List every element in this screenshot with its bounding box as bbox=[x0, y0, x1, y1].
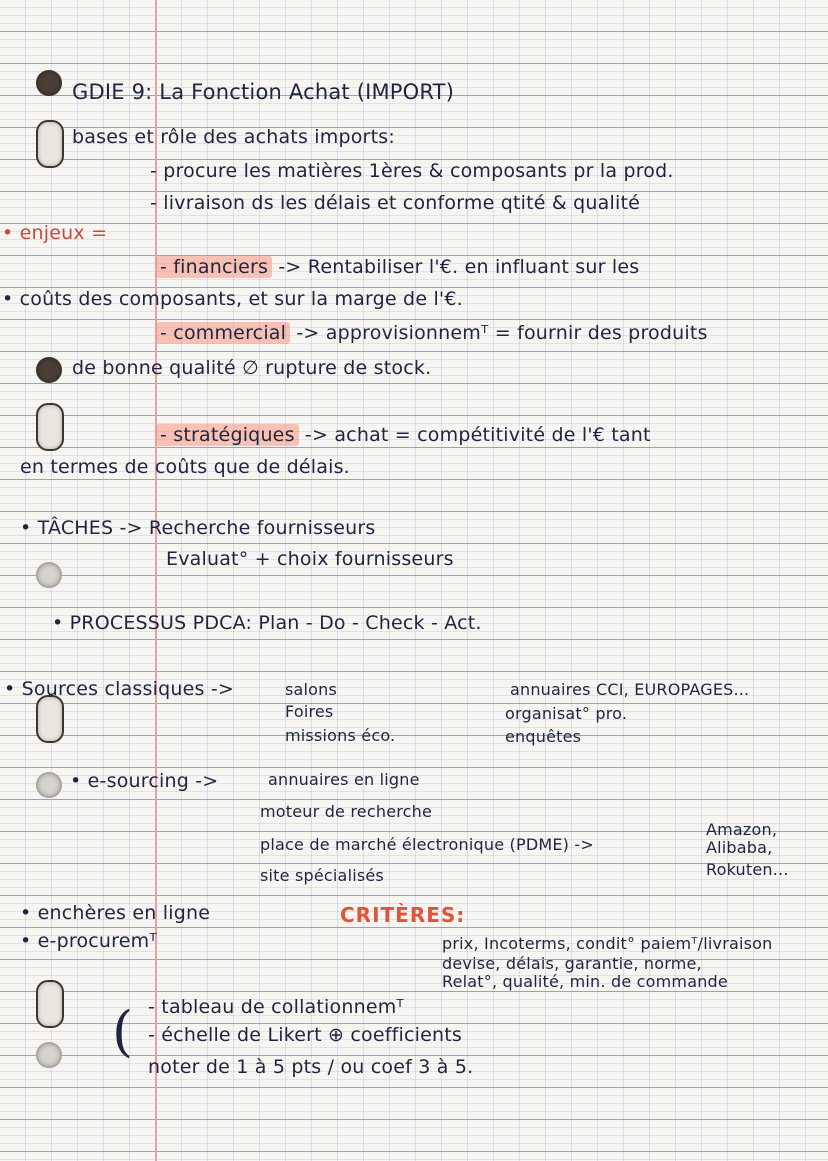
financiers-tag: - financiers bbox=[156, 256, 272, 278]
esourcing-example: Rokuten... bbox=[706, 860, 789, 879]
strategiques-text: -> achat = compétitivité de l'€ tant bbox=[304, 424, 651, 446]
left-brace: ( bbox=[112, 1000, 134, 1063]
binder-hole bbox=[36, 772, 62, 798]
enjeux-label: • enjeux = bbox=[2, 222, 108, 244]
sources-item: enquêtes bbox=[505, 727, 582, 746]
enjeux-financiers bbox=[156, 256, 639, 278]
esourcing-item: site spécialisés bbox=[260, 866, 384, 885]
esourcing-label: • e-sourcing -> bbox=[70, 770, 219, 792]
tableau-line: noter de 1 à 5 pts / ou coef 3 à 5. bbox=[148, 1056, 474, 1078]
binder-hole bbox=[36, 357, 62, 383]
strategiques-cont: en termes de coûts que de délais. bbox=[20, 456, 350, 478]
encheres-line: • enchères en ligne bbox=[20, 902, 211, 924]
sources-item: annuaires CCI, EUROPAGES... bbox=[510, 680, 750, 699]
financiers-cont: • coûts des composants, et sur la marge de l'€. bbox=[2, 288, 463, 310]
commercial-text: -> approvisionnemᵀ = fournir des produits bbox=[296, 322, 708, 344]
tableau-line: - échelle de Likert ⊕ coefficients bbox=[148, 1024, 463, 1046]
bases-heading: bases et rôle des achats imports: bbox=[72, 126, 395, 148]
tableau-line: - tableau de collationnemᵀ bbox=[148, 996, 404, 1018]
binder-hole bbox=[36, 403, 64, 451]
enjeux-strategiques bbox=[156, 424, 651, 446]
esourcing-example: Alibaba, bbox=[706, 838, 773, 857]
commercial-tag: - commercial bbox=[156, 322, 290, 344]
bases-line: - procure les matières 1ères & composants pr la prod. bbox=[150, 160, 674, 182]
binder-hole bbox=[36, 120, 64, 168]
bases-line: - livraison ds les délais et conforme qtité & qualité bbox=[150, 192, 641, 214]
processus-line: • PROCESSUS PDCA: Plan - Do - Check - Act. bbox=[52, 612, 482, 634]
binder-hole bbox=[36, 1042, 62, 1068]
criteres-line: prix, Incoterms, condit° paiemᵀ/livraison bbox=[442, 934, 773, 953]
binder-hole bbox=[36, 70, 62, 96]
sources-label: • Sources classiques -> bbox=[4, 678, 234, 700]
page-title: GDIE 9: La Fonction Achat (IMPORT) bbox=[72, 80, 455, 104]
sources-item: salons bbox=[285, 680, 338, 699]
sources-item: organisat° pro. bbox=[505, 704, 628, 723]
esourcing-item: annuaires en ligne bbox=[268, 770, 420, 789]
binder-hole bbox=[36, 695, 64, 743]
binder-hole bbox=[36, 562, 62, 588]
sources-item: Foires bbox=[285, 702, 334, 721]
enjeux-commercial bbox=[156, 322, 708, 344]
criteres-heading: CRITÈRES: bbox=[340, 903, 466, 927]
sources-item: missions éco. bbox=[285, 726, 396, 745]
commercial-cont: de bonne qualité ∅ rupture de stock. bbox=[72, 357, 432, 379]
financiers-text: -> Rentabiliser l'€. en influant sur les bbox=[278, 256, 640, 278]
binder-hole bbox=[36, 980, 64, 1028]
criteres-line: devise, délais, garantie, norme, bbox=[442, 954, 702, 973]
taches-line: Evaluat° + choix fournisseurs bbox=[166, 548, 454, 570]
strategiques-tag: - stratégiques bbox=[156, 424, 299, 446]
eprocurement-line: • e-procuremᵀ bbox=[20, 930, 157, 952]
esourcing-item: moteur de recherche bbox=[260, 802, 433, 821]
esourcing-item: place de marché électronique (PDME) -> bbox=[260, 835, 594, 854]
taches-label: • TÂCHES -> Recherche fournisseurs bbox=[20, 517, 376, 539]
criteres-line: Relat°, qualité, min. de commande bbox=[442, 972, 728, 991]
esourcing-example: Amazon, bbox=[706, 820, 778, 839]
